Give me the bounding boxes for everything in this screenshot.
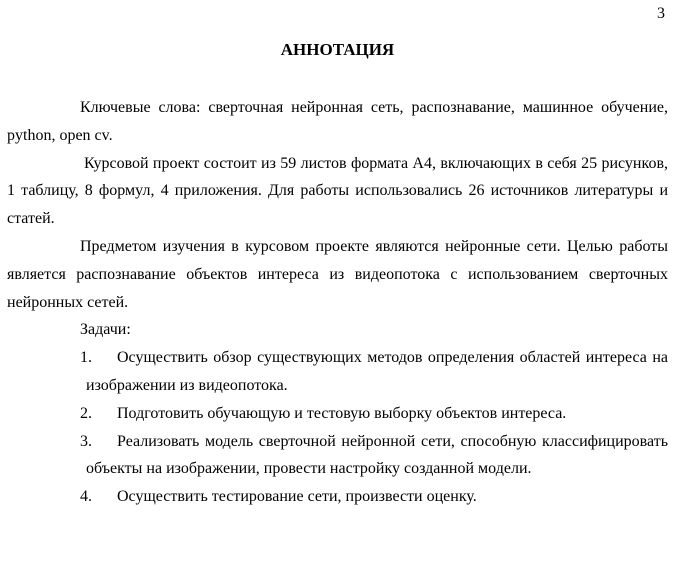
task-item xyxy=(7,400,668,428)
subject-paragraph: Предметом изучения в курсовом проекте являются нейронные сети. Целью работы является распознавание объектов интереса из видеопотока с использованием сверточных нейронных сетей. xyxy=(7,237,668,311)
task-number: 4. xyxy=(80,488,92,506)
tasks-heading: Задачи: xyxy=(80,321,131,339)
task-text: Подготовить обучающую и тестовую выборку объектов интереса. xyxy=(117,404,567,422)
page-title: АННОТАЦИЯ xyxy=(280,40,395,59)
task-text: Реализовать модель сверточной нейронной сети, способную классифицировать объекты на изображении, провести настройку созданной модели. xyxy=(86,432,668,478)
task-text: Осуществить тестирование сети, произвести оценку. xyxy=(117,488,477,506)
task-text: Осуществить обзор существующих методов определения областей интереса на изображении из видеопотока. xyxy=(86,349,668,394)
task-number: 2. xyxy=(80,404,92,422)
task-item xyxy=(7,483,668,511)
task-item xyxy=(7,428,668,484)
document-body xyxy=(7,94,668,511)
task-number: 1. xyxy=(80,349,92,367)
task-number: 3. xyxy=(80,432,92,450)
page-number: 3 xyxy=(657,5,665,22)
keywords-paragraph: Ключевые слова: сверточная нейронная сеть, распознавание, машинное обучение, python, open cv. xyxy=(7,99,668,144)
task-item xyxy=(7,344,668,400)
project-summary-paragraph: Курсовой проект состоит из 59 листов формата А4, включающих в себя 25 рисунков, 1 таблицу, 8 формул, 4 приложения. Для работы использовались 26 источников литературы и статей. xyxy=(7,154,668,228)
